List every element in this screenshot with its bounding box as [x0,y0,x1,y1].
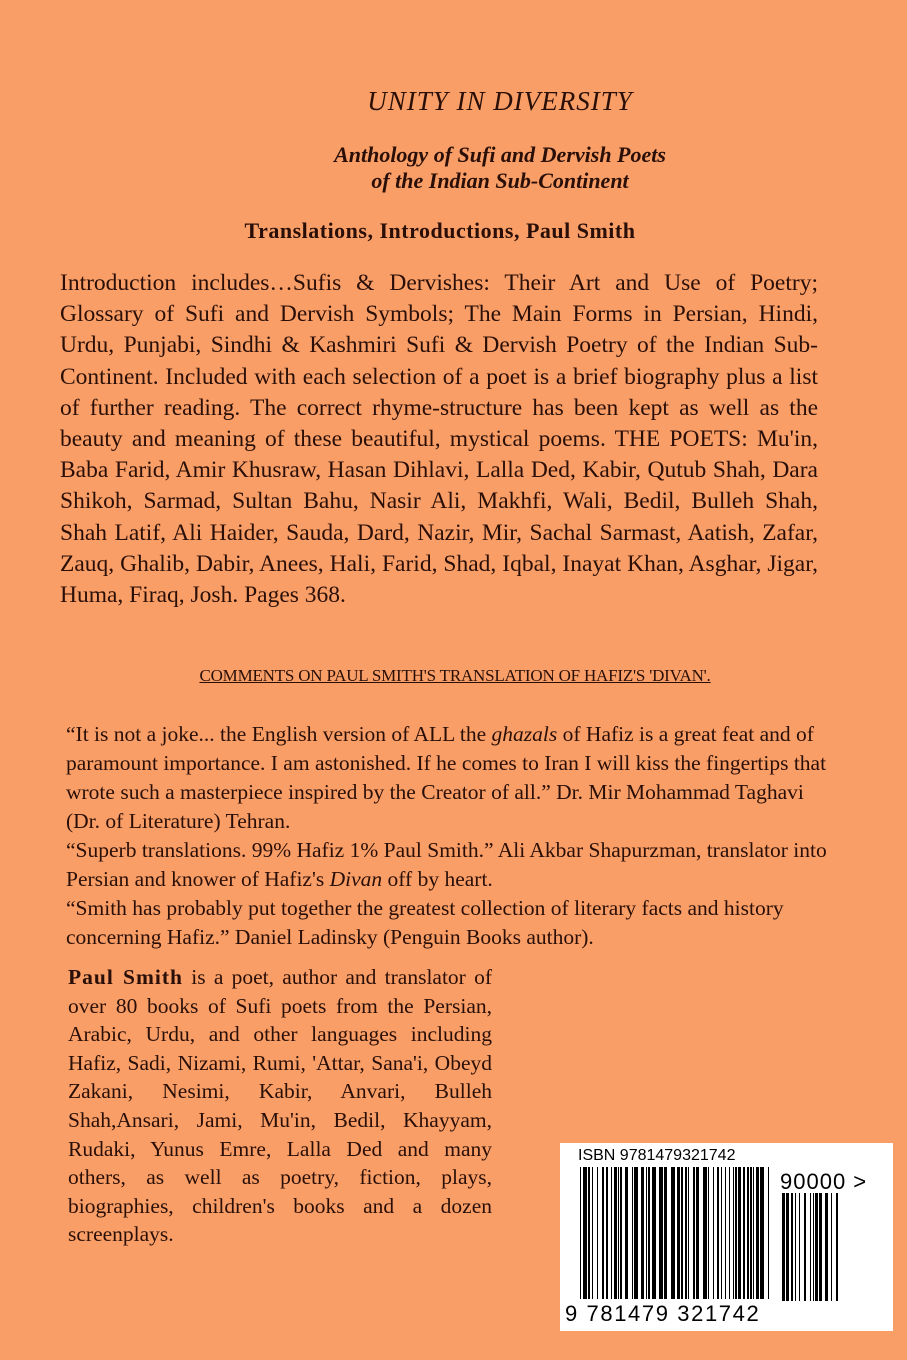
barcode-bar [602,1167,604,1299]
barcode-bar [815,1193,818,1301]
barcode-bar [625,1167,628,1299]
barcode-bar [641,1167,644,1299]
barcode-bar [693,1167,695,1299]
barcode-bar [782,1193,785,1301]
barcode-bar [836,1193,838,1301]
author-bio [68,963,492,1249]
barcode-bar [583,1167,587,1299]
barcode-bar [721,1167,722,1299]
barcode-bar [760,1167,764,1299]
barcode-bar [620,1167,622,1299]
barcode-bar [646,1167,647,1299]
barcode-bar [588,1167,590,1299]
barcode-bar [708,1167,709,1299]
author-name: Paul Smith [68,965,184,989]
barcode-bar [632,1167,633,1299]
barcode-bar [664,1167,667,1299]
barcode-bar [606,1167,608,1299]
barcode-bar [743,1167,745,1299]
barcode-bar [735,1167,737,1299]
barcode-bar [685,1167,687,1299]
isbn-label: ISBN 9781479321742 [578,1147,736,1164]
bio-text: is a poet, author and translator of over 80 books of Sufi poets from the Persian, Arabic, Urdu, and other languages including Hafiz, Sadi, Nizami, Rumi, 'Attar, Sana'i, Obeyd Zakani, Nesimi, Kabir, Anvari, Bulleh Shah,Ansari, Jami, Mu'in, Bedil, Khayyam, Rudaki, Yunus Emre, Lalla Ded and many others, as well as poetry, fiction, plays, biographies, children's books and a dozen screenplays. [68,965,492,1247]
quote-emphasis: Divan [329,867,383,891]
comments-heading: COMMENTS ON PAUL SMITH'S TRANSLATION OF HAFIZ'S 'DIVAN'. [199,666,711,685]
quote-emphasis: ghazals [491,722,558,746]
barcode-bar [618,1167,619,1299]
barcode-bar [756,1167,759,1299]
barcode-bar [804,1193,806,1301]
barcode-bar [738,1167,741,1299]
barcode-bar [729,1167,730,1299]
barcode-bar [713,1167,714,1299]
barcode-bar [611,1167,612,1299]
barcode-bar [580,1167,581,1299]
barcode-bar [750,1167,752,1299]
barcode-bar [681,1167,683,1299]
barcode-bar [825,1193,828,1301]
price-addon-label: 90000 > [780,1169,868,1194]
barcode-bar [696,1167,699,1299]
barcode-bar [671,1167,675,1299]
barcode-bar [810,1193,811,1301]
barcode-bar [795,1193,796,1301]
barcode-bar [659,1167,663,1299]
barcode-bar [703,1167,707,1299]
book-title: UNITY IN DIVERSITY [367,86,633,116]
quotes [66,720,836,952]
barcode [560,1143,893,1331]
barcode-bar [831,1193,832,1301]
barcode-bar [717,1167,719,1299]
quote-text: of Hafiz is a great feat and of paramount importance. I am astonished. If he comes to Iran I will kiss the fingertips that wrote such a masterpiece inspired by the Creator of all.” Dr. Mir Mohammad Taghavi (Dr. of Literature) Tehran. [66,722,827,833]
barcode-bar [819,1193,822,1301]
quote-text: “Superb translations. 99% Hafiz 1% Paul Smith.” Ali Akbar Shapurzman, translator into Persian and knower of Hafiz's [66,838,827,891]
barcode-bar [725,1167,726,1299]
barcode-bar [677,1167,680,1299]
intro-paragraph: Introduction includes…Sufis & Dervishes: Their Art and Use of Poetry; Glossary of Sufi and Dervish Symbols; The Main Forms in Persian, Hindi, Urdu, Punjabi, Sindhi & Kashmiri Sufi & Dervish Poetry of the Indian Sub-Continent. Included with each selection of a poet is a brief biography plus a list of further reading. The correct rhyme-structure has been kept as well as the beauty and meaning of these beautiful, mystical poems. THE POETS: Mu'in, Baba Farid, Amir Khusraw, Hasan Dihlavi, Lalla Ded, Kabir, Qutub Shah, Dara Shikoh, Sarmad, Sultan Bahu, Nasir Ali, Makhfi, Wali, Bedil, Bulleh Shah, Shah Latif, Ali Haider, Sauda, Dard, Nazir, Mir, Sachal Sarmast, Aatish, Zafar, Zauq, Ghalib, Dabir, Anees, Hali, Farid, Shad, Iqbal, Inayat Khan, Asghar, Jigar, Huma, Firaq, Josh. Pages 368. [60,270,818,609]
barcode-bar [592,1167,593,1299]
barcode-bar [597,1167,598,1299]
quote-2 [66,836,836,894]
quote-text: “Smith has probably put together the greatest collection of literary facts and history concerning Hafiz.” Daniel Ladinsky (Penguin Books author). [66,896,784,949]
barcode-bar [688,1167,689,1299]
barcode-bar [634,1167,638,1299]
quote-3 [66,894,836,952]
quote-1 [66,720,836,836]
barcode-bar [768,1167,769,1299]
barcode-bar [813,1193,814,1301]
barcode-bar [791,1193,793,1301]
barcode-bar [648,1167,650,1299]
quote-text: off by heart. [382,867,493,891]
subtitle-line-1: Anthology of Sufi and Dervish Poets [334,142,666,167]
barcode-bar [614,1167,617,1299]
quote-text: “It is not a joke... the English version of ALL the [66,722,492,746]
barcode-bar [733,1167,734,1299]
barcode-bar [799,1193,800,1301]
barcode-bar [747,1167,749,1299]
barcode-bar [652,1167,656,1299]
barcode-digits: 9 781479 321742 [565,1301,761,1326]
subtitle-line-2: of the Indian Sub-Continent [371,168,629,193]
barcode-bar [786,1193,789,1301]
credits: Translations, Introductions, Paul Smith [244,218,636,243]
barcode-bar [753,1167,754,1299]
